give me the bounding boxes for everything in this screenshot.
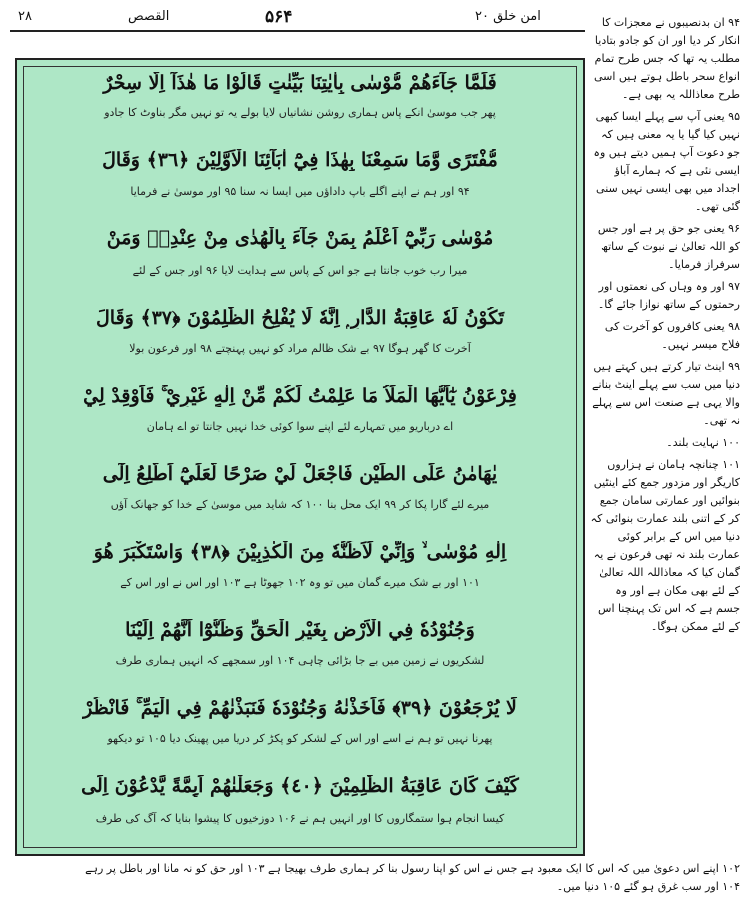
commentary-note: ۱۰۰ نہایت بلند۔: [666, 436, 740, 449]
translation-line: کیسا انجام ہوا ستمگاروں کا اور انہیں ہم نے ۱۰۶ دوزخیوں کا پیشوا بنایا کہ آگ کی طرف: [95, 812, 505, 825]
footnote-line: ۱۰۴ اور سب غرق ہو گئے ۱۰۵ دنیا میں۔: [556, 880, 740, 893]
footnote-line: ۱۰۲ اپنے اس دعویٰ میں کہ اس کا ایک معبود ہے جس نے اس کو اپنا رسول بنا کر ہماری طرف بھیجا ہے ۱۰۳ اور حق کو نہ مانا اور باطل پر رہے: [85, 862, 740, 875]
translation-line: اے درباریو میں تمہارے لئے اپنے سوا کوئی خدا نہیں جانتا تو اے ہامان: [146, 420, 454, 433]
surah-number: ۲۸: [18, 9, 32, 24]
ayah-line: كَيْفَ كَانَ عَاقِبَةُ الظّٰلِمِيْنَ ﴿٤٠﴾ وَجَعَلْنٰهُمْ اَىِٕمَّةً يَّدْعُوْنَ اِلَى: [81, 775, 519, 797]
ayah-line: وَجُنُوْدُهٗ فِي الْاَرْضِ بِغَيْرِ الْحَقِّ وَظَنُّوْٓا اَنَّهُمْ اِلَيْنَا: [125, 619, 475, 641]
commentary-note: ۹۹ اینٹ تیار کرتے ہیں کہتے ہیں دنیا میں سب سے پہلے اینٹ بنانے والا یہی ہے صنعت اس سے پہلے نہ تھی۔: [592, 360, 740, 427]
ayah-line: فَلَمَّا جَآءَهُمْ مُّوْسٰى بِاٰيٰتِنَا بَيِّنٰتٍ قَالُوْا مَا هٰذَآ اِلَّا سِحْرٌ: [103, 72, 497, 94]
ayah-line: تَكُوْنُ لَهٗ عَاقِبَةُ الدَّارِ ۭ اِنَّهٗ لَا يُفْلِحُ الظّٰلِمُوْنَ ﴿٣٧﴾ وَقَالَ: [95, 307, 504, 329]
commentary-note: ۹۵ یعنی آپ سے پہلے ایسا کبھی نہیں کیا گیا یا یہ معنی ہیں کہ جو دعوت آپ ہمیں دیتے ہیں وہ ایسی نئی ہے کہ ہمارے آباؤ اجداد میں بھی ایسی نہیں سنی گئی تھی۔: [593, 110, 740, 213]
page-number: ۵۶۴: [265, 7, 293, 27]
translation-line: پھر جب موسیٰ انکے پاس ہماری روشن نشانیاں لایا بولے یہ تو نہیں مگر بناوٹ کا جادو: [104, 106, 496, 119]
commentary-column: [590, 14, 740, 856]
commentary-note: ۹۷ اور وہ وہاں کی نعمتوں اور رحمتوں کے ساتھ نوازا جائے گا۔: [597, 280, 740, 311]
ayah-line: يٰهَامٰنُ عَلَى الطِّيْنِ فَاجْعَلْ لِّيْ صَرْحًا لَّعَلِّيْٓ اَطَّلِعُ اِلٰٓى: [102, 463, 498, 485]
ayah-line: مُوْسٰى رَبِّيْٓ اَعْلَمُ بِمَنْ جَآءَ بِالْهُدٰى مِنْ عِنْدِهٖ وَمَنْ: [106, 227, 494, 249]
commentary-note: ۱۰۱ چنانچہ ہامان نے ہزاروں کاریگر اور مزدور جمع کئے اینٹیں بنوائیں اور عمارتی سامان جمع کر کے اتنی بلند عمارت بنوائی کہ دنیا میں اس کے برابر کوئی عمارت بلند نہ تھی فرعون نے یہ گمان کیا کہ معاذاللہ اللہ تعالیٰ کے لئے بھی مکان ہے اور وہ جسم ہے کہ اس تک پہنچنا اس کے لئے ممکن ہوگا۔: [590, 458, 740, 633]
translation-line: ۹۴ اور ہم نے اپنے اگلے باپ داداؤں میں ایسا نہ سنا ۹۵ اور موسیٰ نے فرمایا: [130, 185, 470, 198]
quran-text-frame: [15, 58, 585, 856]
translation-line: آخرت کا گھر ہوگا ۹۷ بے شک ظالم مراد کو نہیں پہنچتے ۹۸ اور فرعون بولا: [129, 342, 471, 355]
commentary-note: ۹۸ یعنی کافروں کو آخرت کی فلاح میسر نہیں۔: [604, 320, 740, 351]
header-divider: [10, 30, 585, 32]
translation-line: میرا رب خوب جانتا ہے جو اس کے پاس سے ہدایت لایا ۹۶ اور جس کے لئے: [132, 264, 468, 277]
ayah-line: مُّفْتَرًى وَّمَا سَمِعْنَا بِهٰذَا فِيْٓ اٰبَآئِنَا الْاَوَّلِيْنَ ﴿٣٦﴾ وَقَالَ: [102, 149, 498, 171]
footnotes: [10, 860, 740, 896]
commentary-note: ۹۶ یعنی جو حق پر ہے اور جس کو اللہ تعالیٰ نے نبوت کے ساتھ سرفراز فرمایا۔: [597, 222, 740, 271]
translation-line: ۱۰۱ اور بے شک میرے گمان میں تو وہ ۱۰۲ جھوٹا ہے ۱۰۳ اور اس نے اور اس کے: [120, 576, 480, 589]
juz-name: امن خلق ۲۰: [475, 9, 541, 24]
translation-line: لشکریوں نے زمین میں بے جا بڑائی چاہی ۱۰۴ اور سمجھے کہ انہیں ہماری طرف: [115, 654, 485, 667]
ayah-line: اِلٰهِ مُوْسٰى ۙ وَاِنِّيْ لَاَظُنُّهٗ مِنَ الْكٰذِبِيْنَ ﴿٣٨﴾ وَاسْتَكْبَرَ هُوَ: [93, 541, 507, 563]
translation-line: پھرنا نہیں تو ہم نے اسے اور اس کے لشکر کو پکڑ کر دریا میں پھینک دیا ۱۰۵ تو دیکھو: [107, 732, 493, 745]
ayah-line: لَا يُرْجَعُوْنَ ﴿٣٩﴾ فَاَخَذْنٰهُ وَجُنُوْدَهٗ فَنَبَذْنٰهُمْ فِي الْيَمِّ ۚ فَانْظُرْ: [83, 697, 517, 719]
surah-name: القصص: [128, 9, 170, 24]
frame-inner-border: [23, 66, 577, 848]
ayah-line: فِرْعَوْنُ يٰٓاَيُّهَا الْمَلَاُ مَا عَلِمْتُ لَكُمْ مِّنْ اِلٰهٍ غَيْرِيْ ۚ فَاَوْقِدْ لِيْ: [83, 385, 517, 407]
translation-line: میرے لئے گارا پکا کر ۹۹ ایک محل بنا ۱۰۰ کہ شاید میں موسیٰ کے خدا کو جھانک آؤں: [110, 498, 490, 511]
commentary-note: ۹۴ ان بدنصیبوں نے معجزات کا انکار کر دیا اور ان کو جادو بتادیا مطلب یہ تھا کہ جس طرح تمام انواع سحر باطل ہوتے ہیں اسی طرح معاذاللہ یہ بھی ہے۔: [593, 16, 740, 101]
